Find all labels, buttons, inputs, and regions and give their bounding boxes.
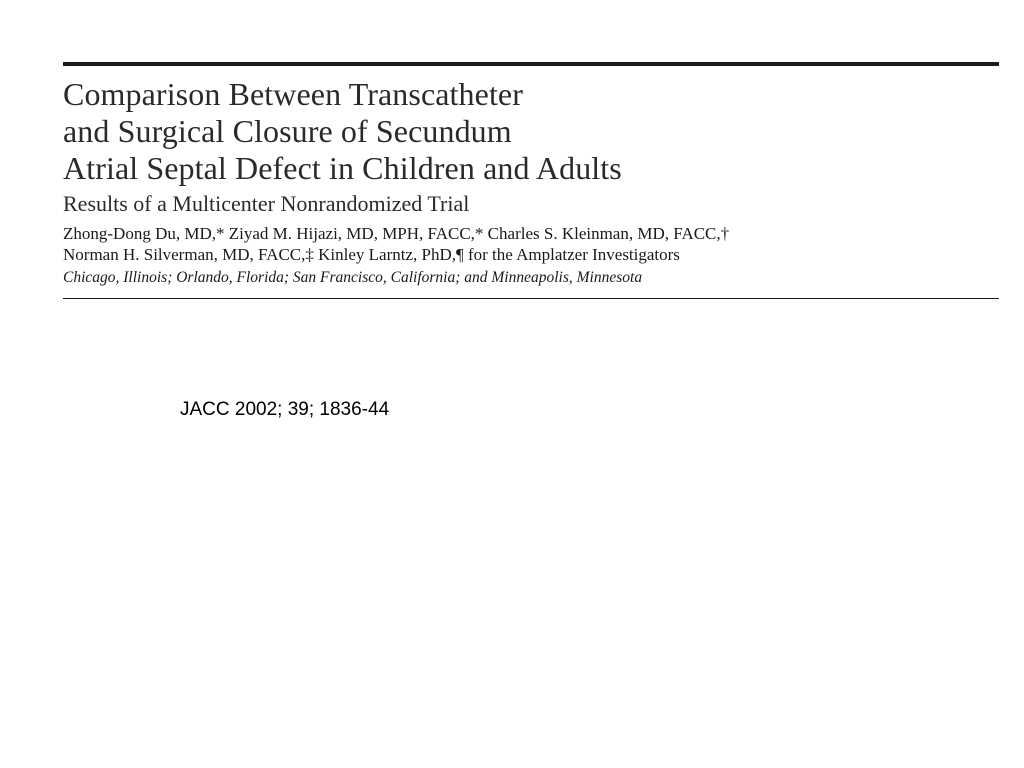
author-list	[63, 223, 999, 265]
author-line: Norman H. Silverman, MD, FACC,‡ Kinley Larntz, PhD,¶ for the Amplatzer Investigators	[63, 245, 680, 264]
article-title	[63, 76, 999, 187]
affiliations: Chicago, Illinois; Orlando, Florida; San Francisco, California; and Minneapolis, Minnesota	[63, 269, 643, 286]
citation: JACC 2002; 39; 1836-44	[180, 399, 390, 420]
title-line: Comparison Between Transcatheter	[63, 76, 523, 112]
article-header	[63, 62, 999, 299]
author-line: Zhong-Dong Du, MD,* Ziyad M. Hijazi, MD, MPH, FACC,* Charles S. Kleinman, MD, FACC,†	[63, 224, 730, 243]
article-subtitle: Results of a Multicenter Nonrandomized Trial	[63, 191, 470, 216]
title-line: and Surgical Closure of Secundum	[63, 113, 512, 149]
bottom-rule	[63, 298, 999, 299]
top-rule	[63, 62, 999, 66]
title-line: Atrial Septal Defect in Children and Adults	[63, 150, 622, 186]
